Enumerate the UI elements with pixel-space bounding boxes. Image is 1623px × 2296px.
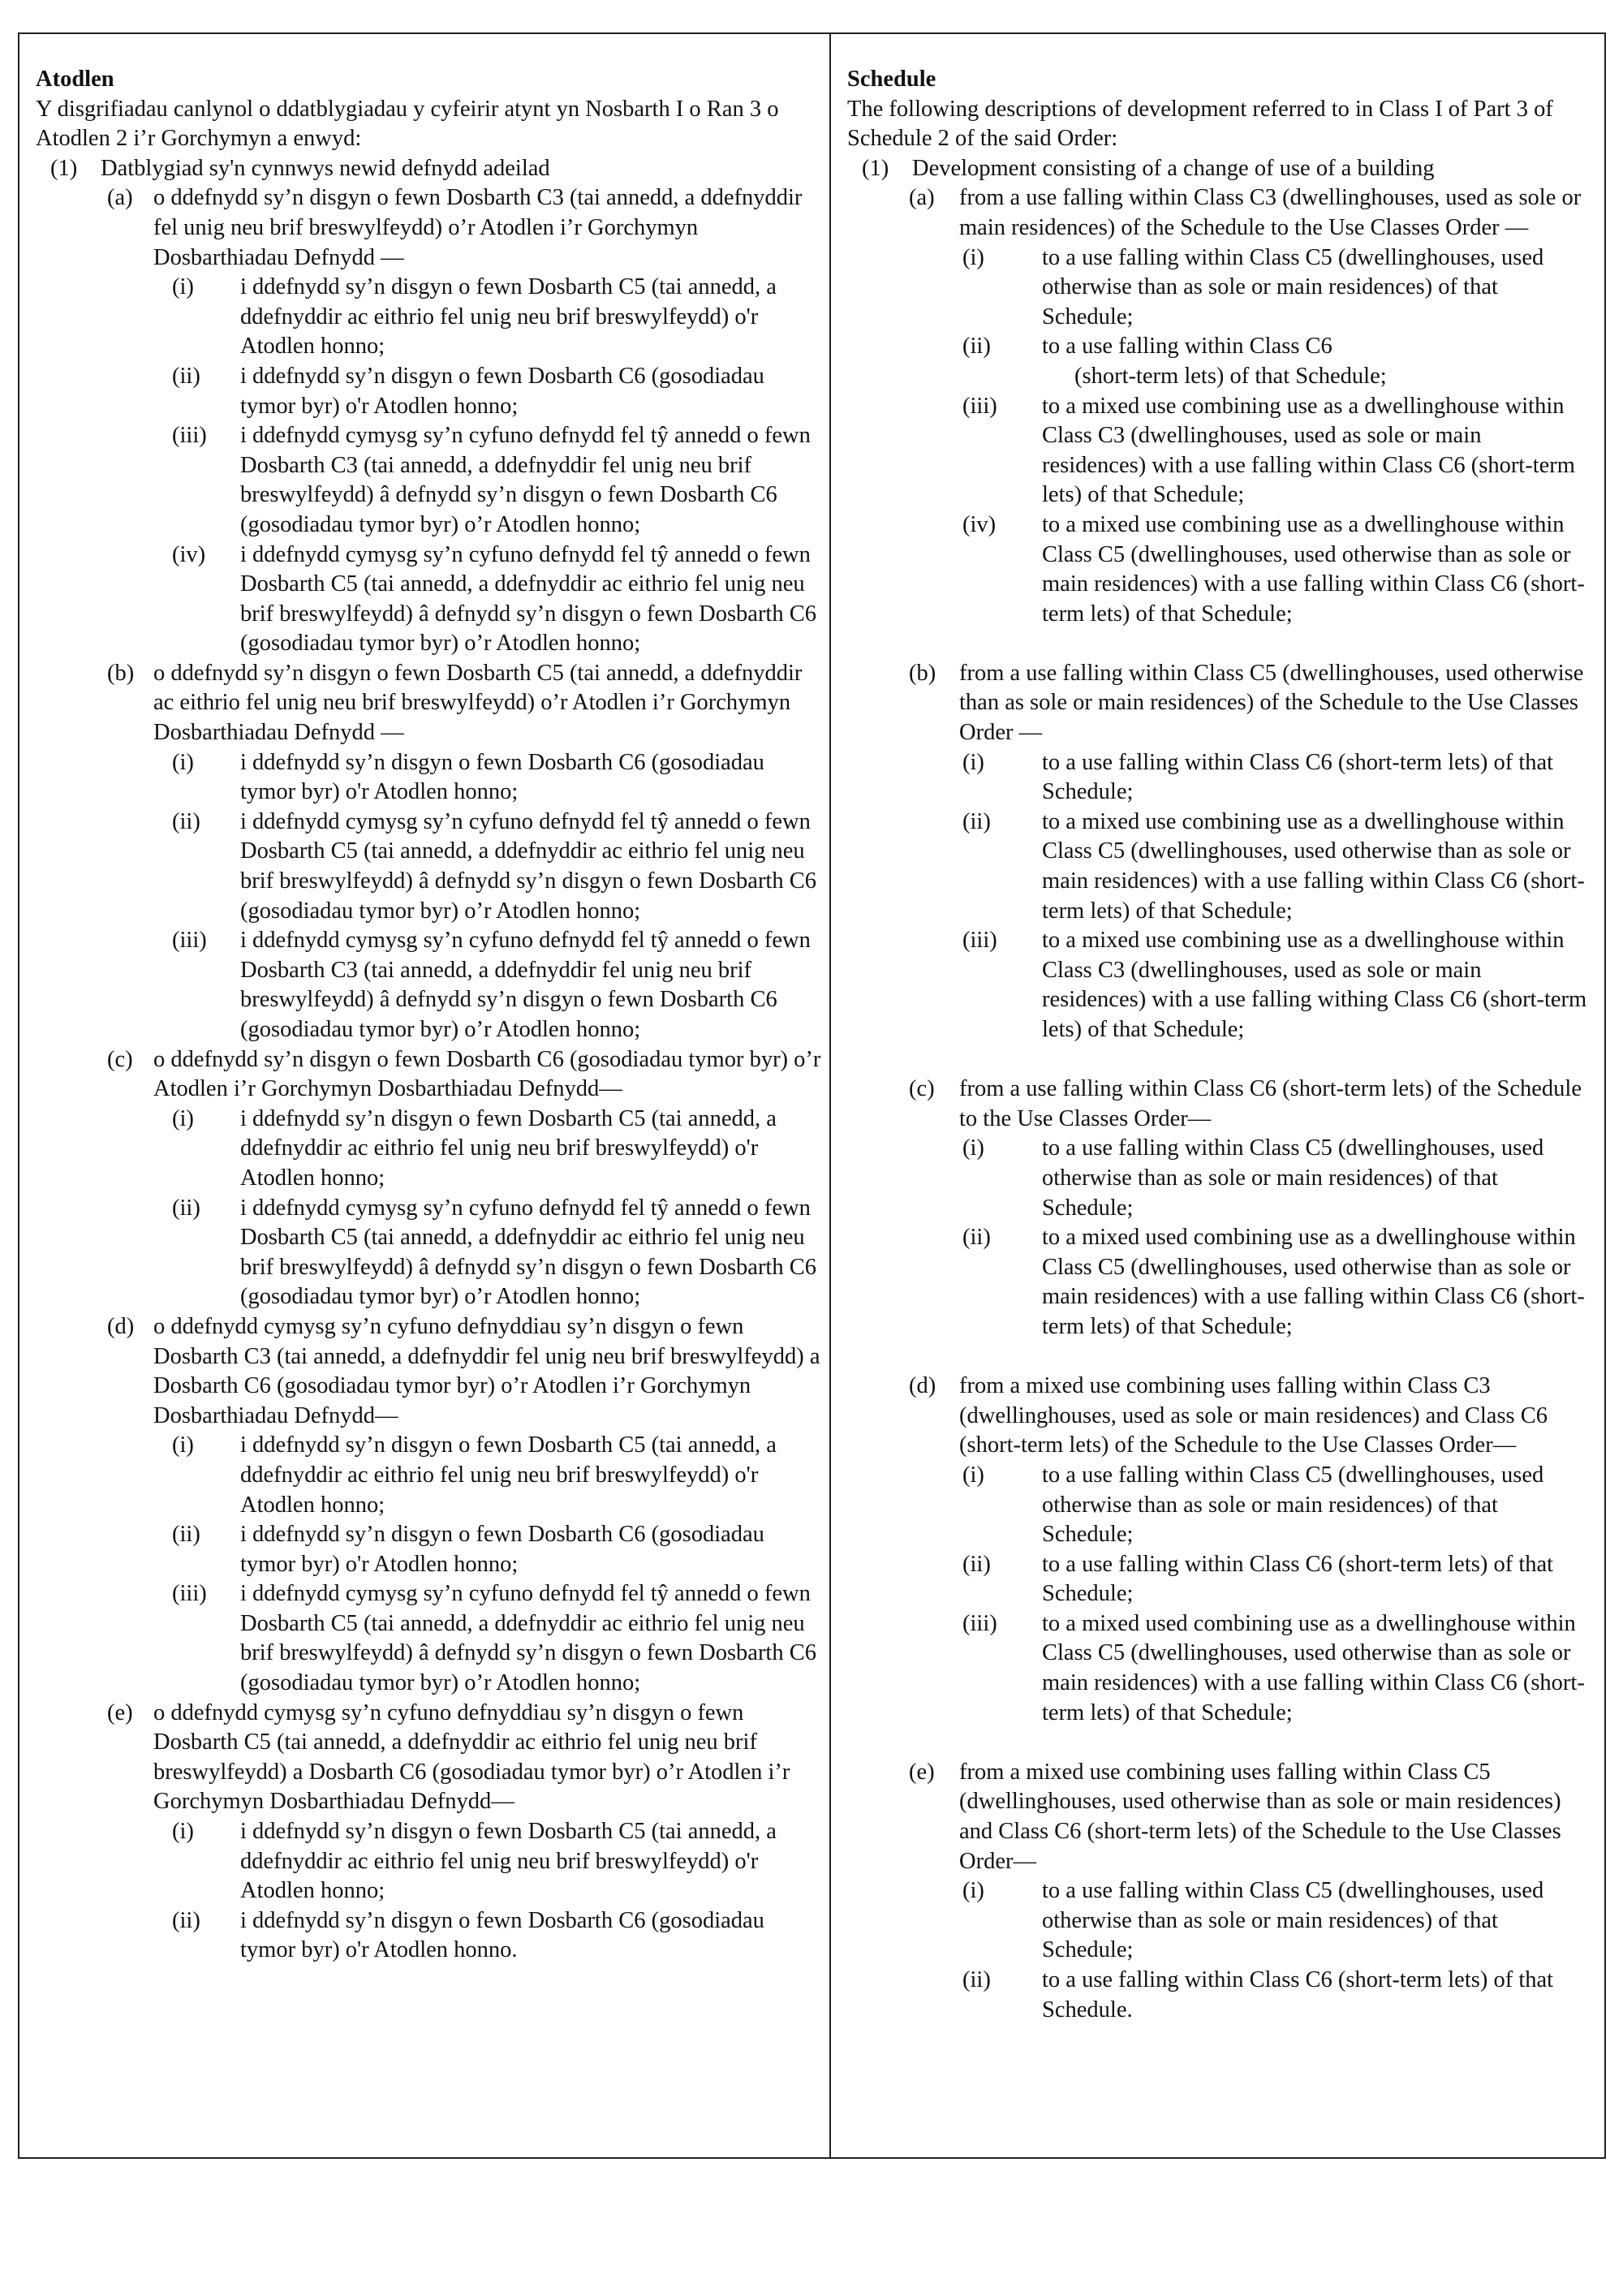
english-item-a-iv bbox=[847, 510, 1590, 629]
item-text: to a mixed use combining use as a dwellinghouse within Class C5 (dwellinghouses, used otherwise than as sole or main residences) with a use falling within Class C6 (short-term lets) of that Schedule; bbox=[1042, 808, 1585, 924]
item-text: to a use falling within Class C5 (dwellinghouses, used otherwise than as sole or main residences) of that Schedule; bbox=[1042, 1462, 1544, 1548]
item-text: i ddefnydd cymysg sy’n cyfuno defnydd fel tŷ annedd o fewn Dosbarth C5 (tai annedd, a ddefnyddir ac eithrio fel unig neu brif breswylfeydd) â defnydd sy’n disgyn o fewn Dosbarth C6 (gosodiadau tymor byr) o’r Atodlen honno; bbox=[240, 808, 816, 924]
item-marker: (ii) bbox=[962, 1967, 991, 1992]
item-text: from a use falling within Class C5 (dwellinghouses, used otherwise than as sole or main residences) of the Schedule to the Use Classes Order — bbox=[959, 660, 1584, 746]
item-text: Datblygiad sy'n cynnwys newid defnydd adeilad bbox=[101, 155, 550, 181]
english-item-a-ii bbox=[847, 332, 1590, 391]
item-text: i ddefnydd cymysg sy’n cyfuno defnydd fel tŷ annedd o fewn Dosbarth C5 (tai annedd, a ddefnyddir ac eithrio fel unig neu brif breswylfeydd) â defnydd sy’n disgyn o fewn Dosbarth C6 (gosodiadau tymor byr) o’r Atodlen honno; bbox=[240, 1581, 816, 1696]
item-marker: (i) bbox=[962, 1878, 984, 1904]
english-item-c-ii bbox=[847, 1223, 1590, 1342]
welsh-item-b-i bbox=[36, 748, 821, 808]
item-marker: (e) bbox=[107, 1699, 133, 1725]
item-text: to a mixed used combining use as a dwellinghouse within Class C5 (dwellinghouses, used otherwise than as sole or main residences) with a use falling within Class C6 (short-term lets) of that Schedule; bbox=[1042, 1225, 1585, 1339]
item-marker: (1) bbox=[50, 155, 78, 181]
item-marker: (i) bbox=[962, 749, 984, 775]
english-column bbox=[831, 34, 1604, 2157]
english-item-b bbox=[847, 659, 1590, 748]
welsh-item-d-ii bbox=[36, 1520, 821, 1579]
bilingual-table bbox=[18, 32, 1606, 2159]
item-text: to a use falling within Class C6 (short-term lets) of that Schedule; bbox=[1042, 1551, 1554, 1607]
item-text: to a use falling within Class C6 (short-term lets) of that Schedule. bbox=[1042, 1967, 1554, 2022]
item-text: to a mixed use combining use as a dwellinghouse within Class C3 (dwellinghouses, used as sole or main residences) with a use falling within Class C6 (short-term lets) of that Schedule; bbox=[1042, 393, 1575, 508]
item-text: to a use falling within Class C6 bbox=[1042, 334, 1332, 360]
english-item-e-ii bbox=[847, 1966, 1590, 2025]
item-marker: (e) bbox=[909, 1759, 935, 1785]
welsh-item-a bbox=[36, 183, 821, 273]
item-text: from a use falling within Class C3 (dwellinghouses, used as sole or main residences) of the Schedule to the Use Classes Order — bbox=[959, 185, 1582, 240]
item-text: to a mixed use combining use as a dwellinghouse within Class C5 (dwellinghouses, used otherwise than as sole or main residences) with a use falling within Class C6 (short-term lets) of that Schedule; bbox=[1042, 511, 1585, 627]
spacer bbox=[847, 1045, 1590, 1075]
item-marker: (iv) bbox=[172, 541, 206, 567]
item-marker: (iii) bbox=[172, 928, 207, 954]
english-item-a-i bbox=[847, 243, 1590, 333]
item-marker: (1) bbox=[862, 155, 889, 181]
english-heading: Schedule bbox=[847, 67, 936, 92]
item-text: to a use falling within Class C5 (dwellinghouses, used otherwise than as sole or main residences) of that Schedule; bbox=[1042, 1878, 1544, 1963]
english-item-d-i bbox=[847, 1461, 1590, 1550]
english-item-a-iii bbox=[847, 392, 1590, 510]
item-text: o ddefnydd sy’n disgyn o fewn Dosbarth C5 (tai annedd, a ddefnyddir ac eithrio fel unig neu brif breswylfeydd) o’r Atodlen i’r Gorchymyn Dosbarthiadau Defnydd — bbox=[153, 660, 803, 746]
welsh-column bbox=[19, 34, 831, 2157]
item-marker: (iii) bbox=[962, 393, 997, 419]
item-marker: (i) bbox=[172, 1432, 194, 1458]
english-item-b-i bbox=[847, 748, 1590, 808]
welsh-item-c-i bbox=[36, 1105, 821, 1194]
item-marker: (c) bbox=[909, 1076, 935, 1102]
item-marker: (b) bbox=[107, 660, 135, 686]
item-text: i ddefnydd cymysg sy’n cyfuno defnydd fel tŷ annedd o fewn Dosbarth C5 (tai annedd, a ddefnyddir ac eithrio fel unig neu brif breswylfeydd) â defnydd sy’n disgyn o fewn Dosbarth C6 (gosodiadau tymor byr) o’r Atodlen honno; bbox=[240, 541, 816, 657]
item-text: o ddefnydd cymysg sy’n cyfuno defnyddiau sy’n disgyn o fewn Dosbarth C5 (tai annedd, a ddefnyddir ac eithrio fel unig neu brif breswylfeydd) a Dosbarth C6 (gosodiadau tymor byr) o’r Atodlen i’r Gorchymyn Dosbarthiadau Defnydd— bbox=[153, 1699, 790, 1815]
welsh-item-a-iv bbox=[36, 541, 821, 659]
item-marker: (c) bbox=[107, 1046, 133, 1072]
spacer bbox=[847, 629, 1590, 659]
welsh-item-e-ii bbox=[36, 1906, 821, 1966]
item-marker: (ii) bbox=[172, 1522, 200, 1548]
item-text: o ddefnydd sy’n disgyn o fewn Dosbarth C3 (tai annedd, a ddefnyddir fel unig neu brif breswylfeydd) o’r Atodlen i’r Gorchymyn Dosbarthiadau Defnydd — bbox=[153, 185, 803, 270]
item-text: i ddefnydd sy’n disgyn o fewn Dosbarth C6 (gosodiadau tymor byr) o'r Atodlen honno; bbox=[240, 363, 764, 419]
item-marker: (b) bbox=[909, 660, 936, 686]
english-item-c bbox=[847, 1075, 1590, 1134]
welsh-item-1 bbox=[36, 154, 821, 184]
item-text-continued: (short-term lets) of that Schedule; bbox=[1074, 363, 1387, 389]
welsh-item-a-ii bbox=[36, 362, 821, 421]
item-marker: (ii) bbox=[172, 1195, 200, 1221]
welsh-item-e bbox=[36, 1699, 821, 1817]
item-text: i ddefnydd sy’n disgyn o fewn Dosbarth C6 (gosodiadau tymor byr) o'r Atodlen honno; bbox=[240, 749, 764, 805]
item-text: from a use falling within Class C6 (short-term lets) of the Schedule to the Use Classes Order— bbox=[959, 1076, 1582, 1131]
item-text: from a mixed use combining uses falling within Class C3 (dwellinghouses, used as sole or main residences) and Class C6 (short-term lets) of the Schedule to the Use Classes Order— bbox=[959, 1373, 1548, 1458]
welsh-item-c-ii bbox=[36, 1194, 821, 1312]
item-text: i ddefnydd sy’n disgyn o fewn Dosbarth C6 (gosodiadau tymor byr) o'r Atodlen honno; bbox=[240, 1522, 764, 1577]
item-marker: (i) bbox=[962, 244, 984, 270]
item-text: i ddefnydd cymysg sy’n cyfuno defnydd fel tŷ annedd o fewn Dosbarth C3 (tai annedd, a ddefnyddir fel unig neu brif breswylfeydd) â defnydd sy’n disgyn o fewn Dosbarth C6 (gosodiadau tymor byr) o’r Atodlen honno; bbox=[240, 928, 811, 1042]
item-marker: (ii) bbox=[962, 1225, 991, 1251]
item-text: i ddefnydd cymysg sy’n cyfuno defnydd fel tŷ annedd o fewn Dosbarth C5 (tai annedd, a ddefnyddir ac eithrio fel unig neu brif breswylfeydd) â defnydd sy’n disgyn o fewn Dosbarth C6 (gosodiadau tymor byr) o’r Atodlen honno; bbox=[240, 1195, 816, 1310]
welsh-item-a-i bbox=[36, 273, 821, 362]
item-marker: (iii) bbox=[172, 423, 207, 449]
item-marker: (i) bbox=[172, 1105, 194, 1131]
item-marker: (i) bbox=[962, 1462, 984, 1488]
spacer bbox=[847, 1342, 1590, 1372]
item-text: i ddefnydd sy’n disgyn o fewn Dosbarth C5 (tai annedd, a ddefnyddir ac eithrio fel unig neu brif breswylfeydd) o'r Atodlen honno; bbox=[240, 1105, 777, 1191]
item-marker: (d) bbox=[107, 1313, 135, 1339]
english-item-d-ii bbox=[847, 1550, 1590, 1609]
item-marker: (ii) bbox=[962, 1551, 991, 1577]
item-text: to a use falling within Class C5 (dwellinghouses, used otherwise than as sole or main residences) of that Schedule; bbox=[1042, 1135, 1544, 1221]
welsh-heading: Atodlen bbox=[36, 67, 114, 92]
item-text: i ddefnydd sy’n disgyn o fewn Dosbarth C5 (tai annedd, a ddefnyddir ac eithrio fel unig neu brif breswylfeydd) o'r Atodlen honno; bbox=[240, 1432, 777, 1518]
english-item-b-iii bbox=[847, 926, 1590, 1045]
item-marker: (iv) bbox=[962, 511, 997, 537]
item-marker: (a) bbox=[107, 185, 133, 211]
english-item-e-i bbox=[847, 1876, 1590, 1966]
item-text: i ddefnydd sy’n disgyn o fewn Dosbarth C5 (tai annedd, a ddefnyddir ac eithrio fel unig neu brif breswylfeydd) o'r Atodlen honno; bbox=[240, 1819, 777, 1904]
welsh-intro: Y disgrifiadau canlynol o ddatblygiadau y cyfeirir atynt yn Nosbarth I o Ran 3 o Atodlen 2 i’r Gorchymyn a enwyd: bbox=[36, 96, 779, 152]
item-marker: (iii) bbox=[172, 1581, 207, 1607]
english-item-a bbox=[847, 183, 1590, 243]
welsh-item-b bbox=[36, 659, 821, 748]
english-item-d-iii bbox=[847, 1609, 1590, 1728]
item-marker: (iii) bbox=[962, 928, 997, 954]
item-marker: (ii) bbox=[172, 808, 200, 834]
welsh-item-c bbox=[36, 1045, 821, 1105]
welsh-item-d bbox=[36, 1312, 821, 1431]
item-text: from a mixed use combining uses falling within Class C5 (dwellinghouses, used otherwise than as sole or main residences) and Class C6 (short-term lets) of the Schedule to the Use Classes Order— bbox=[959, 1759, 1561, 1874]
english-item-c-i bbox=[847, 1134, 1590, 1223]
welsh-item-d-i bbox=[36, 1431, 821, 1520]
spacer bbox=[847, 1728, 1590, 1758]
item-marker: (a) bbox=[909, 185, 935, 211]
item-marker: (ii) bbox=[962, 334, 991, 360]
english-item-b-ii bbox=[847, 808, 1590, 926]
english-item-1 bbox=[847, 154, 1590, 184]
item-text: to a mixed use combining use as a dwellinghouse within Class C3 (dwellinghouses, used as sole or main residences) with a use falling withing Class C6 (short-term lets) of that Schedule; bbox=[1042, 928, 1587, 1042]
item-text: i ddefnydd sy’n disgyn o fewn Dosbarth C6 (gosodiadau tymor byr) o'r Atodlen honno. bbox=[240, 1907, 764, 1963]
item-marker: (ii) bbox=[962, 808, 991, 834]
item-text: to a use falling within Class C6 (short-term lets) of that Schedule; bbox=[1042, 749, 1554, 805]
welsh-item-a-iii bbox=[36, 421, 821, 540]
welsh-item-b-iii bbox=[36, 926, 821, 1045]
item-marker: (ii) bbox=[172, 363, 200, 389]
item-marker: (d) bbox=[909, 1373, 936, 1399]
item-text: to a use falling within Class C5 (dwellinghouses, used otherwise than as sole or main residences) of that Schedule; bbox=[1042, 244, 1544, 330]
item-marker: (i) bbox=[172, 1819, 194, 1845]
item-text: Development consisting of a change of use of a building bbox=[912, 155, 1435, 181]
item-text: o ddefnydd sy’n disgyn o fewn Dosbarth C6 (gosodiadau tymor byr) o’r Atodlen i’r Gorchymyn Dosbarthiadau Defnydd— bbox=[153, 1046, 821, 1102]
welsh-item-d-iii bbox=[36, 1579, 821, 1698]
welsh-item-b-ii bbox=[36, 808, 821, 926]
item-text: to a mixed used combining use as a dwellinghouse within Class C5 (dwellinghouses, used otherwise than as sole or main residences) with a use falling within Class C6 (short-term lets) of that Schedule; bbox=[1042, 1610, 1585, 1725]
item-marker: (ii) bbox=[172, 1907, 200, 1933]
item-marker: (i) bbox=[962, 1135, 984, 1161]
item-text: i ddefnydd cymysg sy’n cyfuno defnydd fel tŷ annedd o fewn Dosbarth C3 (tai annedd, a ddefnyddir fel unig neu brif breswylfeydd) â defnydd sy’n disgyn o fewn Dosbarth C6 (gosodiadau tymor byr) o’r Atodlen honno; bbox=[240, 423, 811, 537]
item-marker: (i) bbox=[172, 274, 194, 300]
english-intro: The following descriptions of development referred to in Class I of Part 3 of Schedule 2 of the said Order: bbox=[847, 96, 1553, 152]
welsh-item-e-i bbox=[36, 1817, 821, 1906]
item-text: o ddefnydd cymysg sy’n cyfuno defnyddiau sy’n disgyn o fewn Dosbarth C3 (tai annedd, a ddefnyddir fel unig neu brif breswylfeydd) a Dosbarth C6 (gosodiadau tymor byr) o’r Atodlen i’r Gorchymyn Dosbarthiadau Defnydd— bbox=[153, 1313, 820, 1428]
item-text: i ddefnydd sy’n disgyn o fewn Dosbarth C5 (tai annedd, a ddefnyddir ac eithrio fel unig neu brif breswylfeydd) o'r Atodlen honno; bbox=[240, 274, 777, 360]
item-marker: (iii) bbox=[962, 1610, 997, 1636]
item-marker: (i) bbox=[172, 749, 194, 775]
english-item-e bbox=[847, 1758, 1590, 1876]
english-item-d bbox=[847, 1372, 1590, 1461]
